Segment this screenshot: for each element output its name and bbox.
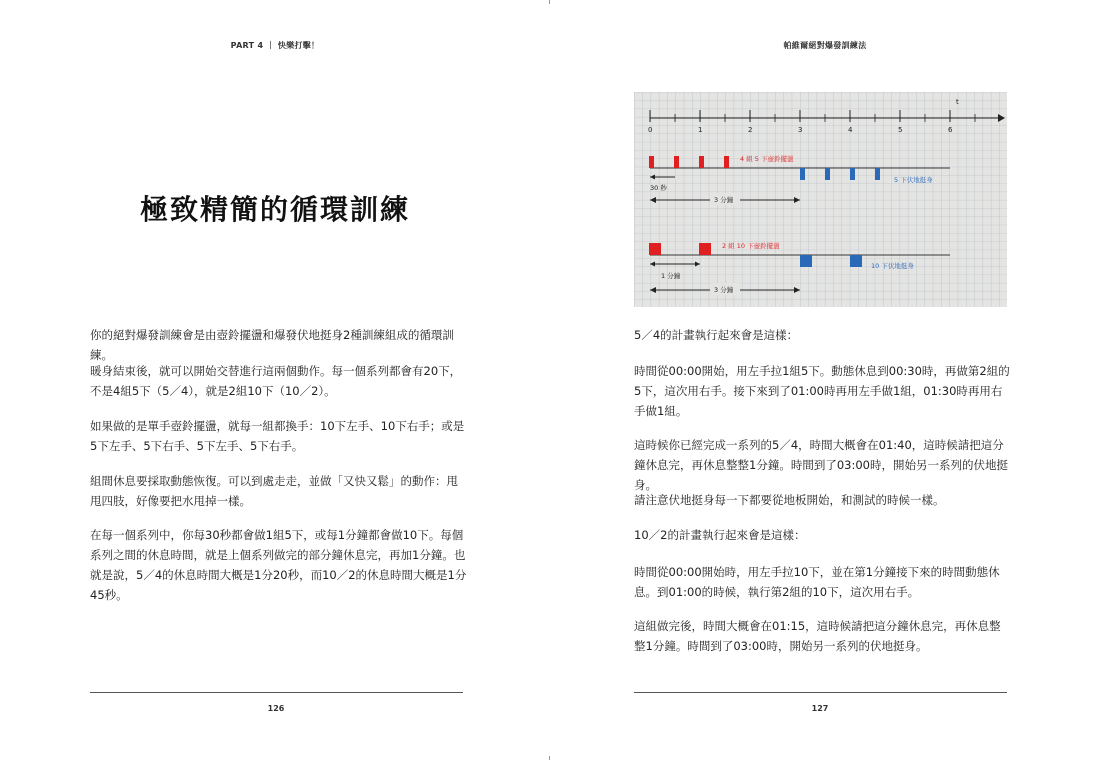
pushup-block (825, 168, 830, 180)
tick-label: 5 (898, 126, 903, 134)
label-3min-b: 3 分鐘 (714, 286, 734, 294)
label-1min: 1 分鐘 (661, 272, 681, 280)
pushup-block (800, 255, 812, 267)
label-30s: 30 秒 (650, 184, 667, 192)
right-paragraph-4: 請注意伏地挺身每一下都要從地板開始，和測試的時候一樣。 (634, 493, 945, 507)
swing-block (724, 156, 729, 168)
label-swing-10x2: 2 組 10 下壺鈴擺盪 (722, 242, 780, 250)
right-paragraph-2: 時間從00:00開始，用左手拉1組5下。動態休息到00:30時，再做第2組的5下，這次用右手。接下來到了01:00時再用左手做1組，01:30時再用右手做1組。 (634, 364, 1010, 418)
swing-block (649, 243, 661, 255)
chapter-title: 極致精簡的循環訓練 (139, 193, 410, 226)
swing-block (699, 156, 704, 168)
label-3min-a: 3 分鐘 (714, 196, 734, 204)
right-paragraph-5: 10／2的計畫執行起來會是這樣： (634, 528, 806, 542)
right-paragraph-6: 時間從00:00開始時，用左手拉10下，並在第1分鐘接下來的時間動態休息。到01:00的時候，執行第2組的10下，這次用右手。 (634, 565, 1000, 599)
right-paragraph-3: 這時候你已經完成一系列的5／4，時間大概會在01:40，這時候請把這分鐘休息完，再休息整整1分鐘。時間到了03:00時，開始另一系列的伏地挺身。 (634, 438, 1008, 492)
right-paragraph-7: 這組做完後，時間大概會在01:15，這時候請把這分鐘休息完，再休息整整1分鐘。時間到了03:00時，開始另一系列的伏地挺身。 (634, 619, 1001, 653)
swing-block (649, 156, 654, 168)
page-number-left: 126 (267, 704, 285, 713)
left-paragraph-5: 在每一個系列中，你每30秒都會做1組5下，或每1分鐘都會做10下。每個系列之間的休息時間，就是上個系列做完的部分鐘休息完，再加1分鐘。也就是說，5／4的休息時間大概是1分20秒，而10／2的休息時間大概是1分45秒。 (90, 528, 467, 602)
timeline-figure (634, 92, 1007, 307)
left-paragraph-4: 組間休息要採取動態恢復。可以到處走走，並做「又快又鬆」的動作：甩甩四肢，好像要把水甩掉一樣。 (90, 474, 458, 508)
running-head-left: PART 4 ｜ 快樂打擊！ (230, 41, 320, 50)
pushup-block (850, 168, 855, 180)
figure-grid (634, 92, 1007, 307)
running-head-right: 帕維爾絕對爆發訓練法 (783, 41, 867, 50)
time-axis-label: t (956, 98, 959, 106)
label-swing-5x4: 4 組 5 下壺鈴擺盪 (740, 155, 794, 163)
label-pushup-5x4: 5 下伏地挺身 (894, 176, 933, 184)
footer-rule-left (90, 692, 463, 693)
pushup-block (850, 255, 862, 267)
right-paragraph-1: 5／4的計畫執行起來會是這樣： (634, 328, 799, 342)
left-paragraph-3: 如果做的是單手壺鈴擺盪，就每一組都換手：10下左手、10下右手；或是5下左手、5下右手、5下左手、5下右手。 (90, 419, 465, 453)
label-pushup-10x2: 10 下伏地挺身 (871, 262, 914, 270)
left-paragraph-2: 暖身結束後，就可以開始交替進行這兩個動作。每一個系列都會有20下，不是4組5下（5／4），就是2組10下（10／2）。 (90, 364, 462, 398)
tick-label: 0 (648, 126, 653, 134)
pushup-block (875, 168, 880, 180)
left-paragraph-1: 你的絕對爆發訓練會是由壺鈴擺盪和爆發伏地挺身2種訓練組成的循環訓練。 (90, 328, 454, 362)
swing-block (674, 156, 679, 168)
tick-label: 3 (798, 126, 803, 134)
swing-block (699, 243, 711, 255)
tick-label: 2 (748, 126, 753, 134)
tick-label: 6 (948, 126, 953, 134)
tick-label: 4 (848, 126, 853, 134)
tick-label: 1 (698, 126, 703, 134)
timeline-figure-svg (634, 92, 1007, 307)
footer-rule-right (634, 692, 1007, 693)
page-number-right: 127 (811, 704, 829, 713)
pushup-block (800, 168, 805, 180)
